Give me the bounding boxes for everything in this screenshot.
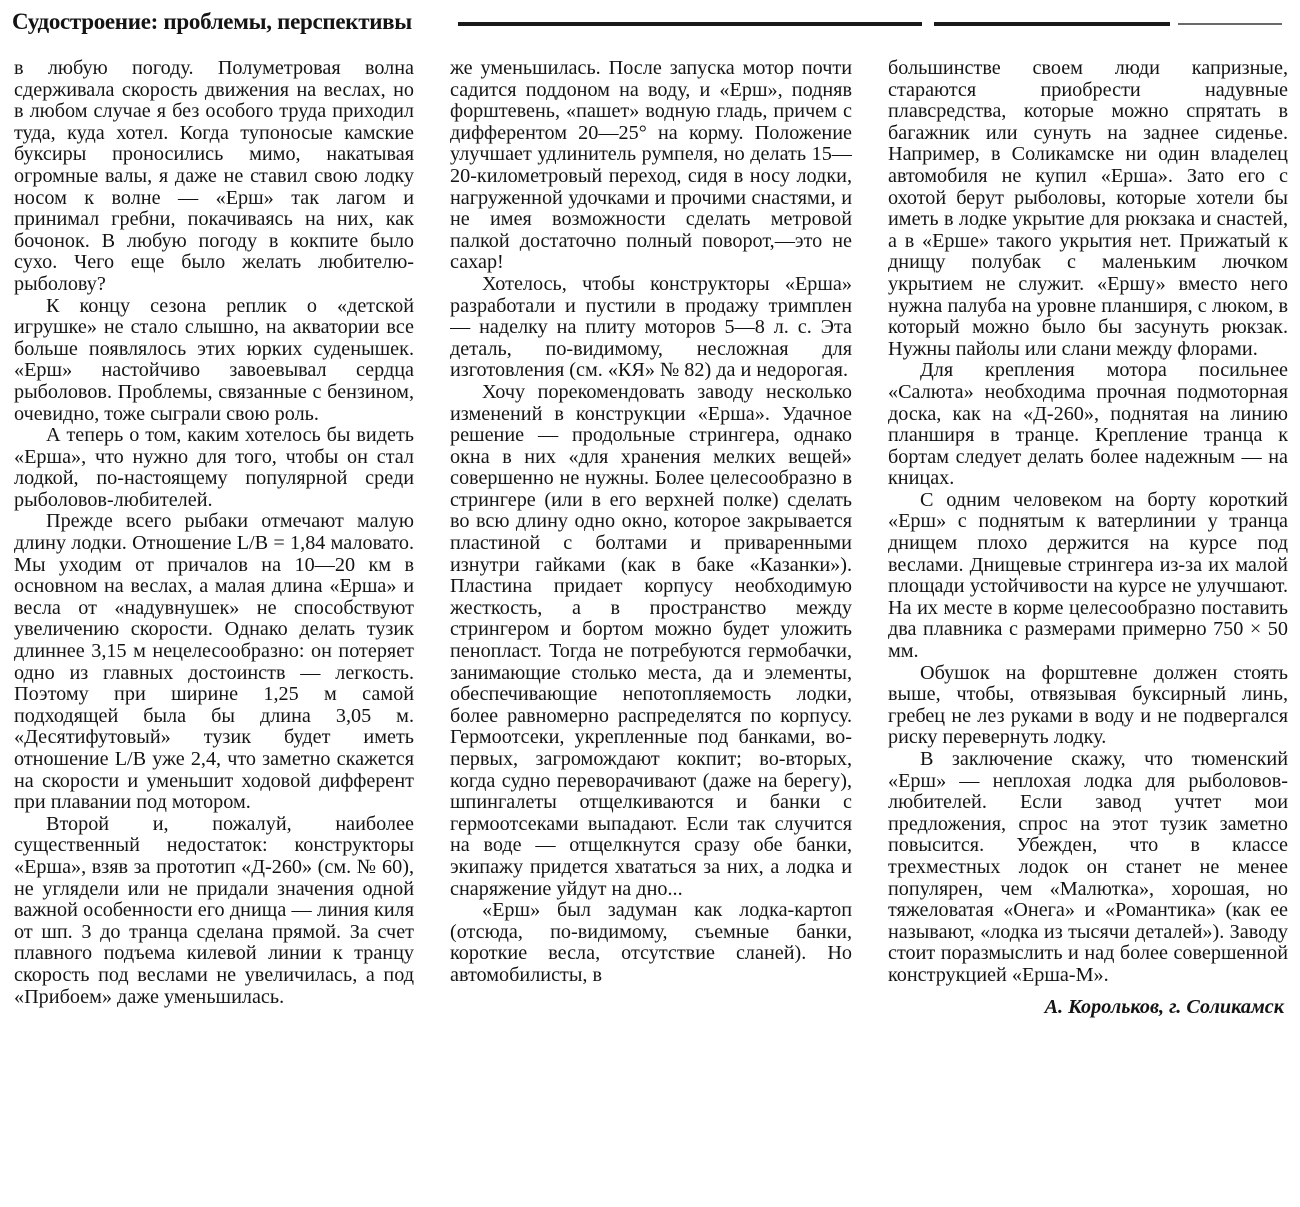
paragraph: А теперь о том, каким хотелось бы видеть «Ерша», что нужно для того, чтобы он стал лодкой, по-настоящему популярной среди рыболовов-любителей. bbox=[14, 424, 414, 511]
author-signature: А. Корольков, г. Соликамск bbox=[1044, 995, 1284, 1018]
paragraph: С одним человеком на борту короткий «Ерш» с поднятым к ватерлинии у транца днищем плохо держится на курсе под веслами. Днищевые стрингера из-за их малой площади устойчивости на курсе не улучшают. На их месте в корме целесообразно поставить два плавника с размерами примерно 750 × 50 мм. bbox=[888, 488, 1288, 663]
paragraph: Прежде всего рыбаки отмечают малую длину лодки. Отношение L/B = 1,84 маловато. Мы уходим от причалов на 10—20 км в основном на веслах, а малая длина «Ерша» и весла от «надувнушек» не способствуют увеличению скорости. Однако делать тузик длиннее 3,15 м нецелесообразно: он потеряет одно из главных достоинств — легкость. Поэтому при ширине 1,25 м самой подходящей была бы длина 3,05 м. «Десятифутовый» тузик будет иметь отношение L/B уже 2,4, что заметно скажется на скорости и уменьшит ходовой дифферент при плавании под мотором. bbox=[14, 510, 414, 814]
header-rule bbox=[934, 22, 1170, 26]
paragraph: Хочу порекомендовать заводу несколько изменений в конструкции «Ерша». Удачное решение — продольные стрингера, однако окна в них «для хранения мелких вещей» совершенно не нужны. Более целесообразно в стрингере (или в его верхней полке) сделать во всю длину одно окно, которое закрывается пластиной с болтами и приваренными изнутри гайками (как в баке «Казанки»). Пластина придает корпусу необходимую жесткость, а в пространство между стрингером и бортом можно будет уложить пенопласт. Тогда не потребуются гермобачки, занимающие столько места, да и элементы, обеспечивающие непотопляемость лодки, более равномерно распределятся по корпусу. Гермоотсеки, укрепленные под банками, во-первых, загромождают кокпит; во-вторых, когда судно переворачивают (даже на берегу), шпингалеты отщелкиваются и банки с гермоотсеками выпадают. Если так случится на воде — отщелкнутся сразу обе банки, экипажу придется хвататься за них, а лодка и снаряжение уйдут на дно... bbox=[450, 380, 852, 900]
paragraph: «Ерш» был задуман как лодка-картоп (отсюда, по-видимому, съемные банки, короткие весла, отсутствие сланей). Но автомобилисты, в bbox=[450, 899, 852, 986]
paragraph: в любую погоду. Полуметровая волна сдерживала скорость движения на веслах, но в любом случае я без особого труда приходил туда, куда хотел. Когда тупоносые камские буксиры проносились мимо, накатывая огромные валы, я даже не ставил свою лодку носом к волне — «Ерш» так лагом и принимал гребни, покачиваясь на них, как бочонок. В любую погоду в кокпите было сухо. Чего еще было желать любителю-рыболову? bbox=[14, 58, 414, 295]
paragraph: Хотелось, чтобы конструкторы «Ерша» разработали и пустили в продажу тримплен — наделку на плиту моторов 5—8 л. с. Эта деталь, по-видимому, несложная для изготовления (см. «КЯ» № 82) да и недорогая. bbox=[450, 272, 852, 382]
text-column-2 bbox=[450, 58, 852, 1198]
section-title: Судостроение: проблемы, перспективы bbox=[12, 9, 412, 34]
paragraph: Обушок на форштевне должен стоять выше, чтобы, отвязывая буксирный линь, гребец не лез руками в воду и не подвергался риску перевернуть лодку. bbox=[888, 661, 1288, 749]
text-column-1 bbox=[14, 58, 414, 1198]
paragraph: Второй и, пожалуй, наиболее существенный недостаток: конструкторы «Ерша», взяв за прототип «Д-260» (см. № 60), не углядели или не придали значения одной важной особенности его днища — линия киля от шп. 3 до транца сделана прямой. За счет плавного подъема килевой линии к транцу скорость под веслами не увеличилась, а под «Прибоем» даже уменьшилась. bbox=[14, 812, 414, 1008]
header-rule bbox=[1178, 23, 1282, 25]
paragraph: К концу сезона реплик о «детской игрушке» не стало слышно, на акватории все больше появлялось этих юрких суденышек. «Ерш» настойчиво завоевывал сердца рыболовов. Проблемы, связанные с бензином, очевидно, тоже сыграли свою роль. bbox=[14, 294, 414, 425]
paragraph: большинстве своем люди капризные, стараются приобрести надувные плавсредства, которые можно спрятать в багажник или сунуть на заднее сиденье. Например, в Соликамске ни один владелец автомобиля не купил «Ерша». Зато его с охотой берут рыболовы, которые хотели бы иметь в лодке укрытие для рюкзака и снастей, а в «Ерше» такого укрытия нет. Прижатый к днищу полубак с маленьким лючком укрытием не служит. «Ершу» вместо него нужна палуба на уровне планширя, с люком, в который можно было бы засунуть рюкзак. Нужны пайолы или слани между флорами. bbox=[888, 58, 1288, 360]
paragraph: же уменьшилась. После запуска мотор почти садится поддоном на воду, и «Ерш», подняв форштевень, «пашет» водную гладь, причем с дифферентом 20—25° на корму. Положение улучшает удлинитель румпеля, но делать 15—20-километровый переход, сидя в носу лодки, нагруженной удочками и прочими снастями, и не имея возможности сделать метровой палкой достаточно полный поворот,—это не сахар! bbox=[450, 58, 852, 274]
page-header bbox=[12, 6, 1290, 40]
text-column-3 bbox=[888, 58, 1288, 1198]
paragraph: В заключение скажу, что тюменский «Ерш» — неплохая лодка для рыболовов-любителей. Если завод учтет мои предложения, спрос на этот тузик заметно повысится. Убежден, что в классе трехместных лодок он станет не менее популярен, чем «Малютка», хорошая, но тяжеловатая «Онега» и «Романтика» (как ее называют, «лодка из тысячи деталей»). Заводу стоит поразмыслить и над более совершенной конструкцией «Ерша-М». bbox=[888, 748, 1288, 986]
paragraph: Для крепления мотора посильнее «Салюта» необходима прочная подмоторная доска, как на «Д-260», поднятая на линию планширя в транце. Крепление транца к бортам следует делать более надежным — на кницах. bbox=[888, 359, 1288, 490]
header-rule bbox=[458, 22, 922, 26]
